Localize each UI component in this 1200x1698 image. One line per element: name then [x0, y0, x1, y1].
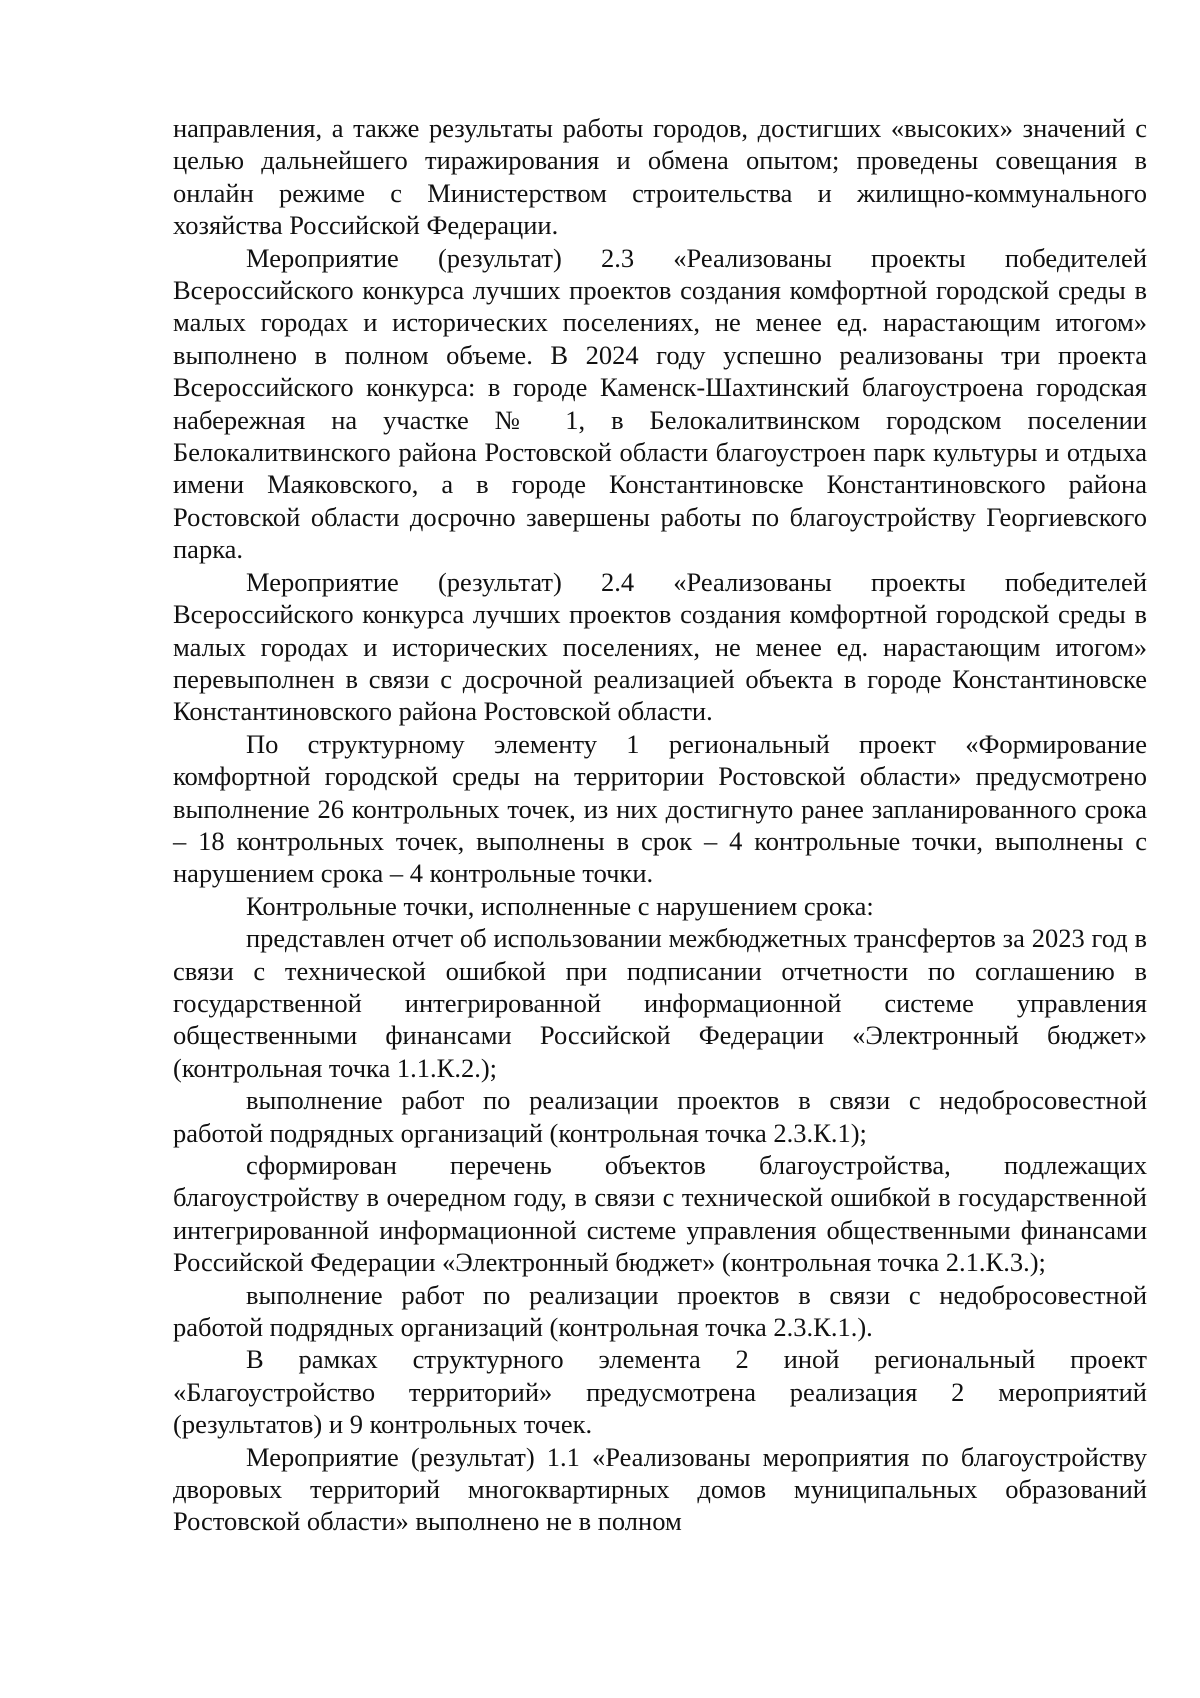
paragraph-structural-element-1: По структурному элементу 1 региональный проект «Формирование комфортной городской среды на территории Ростовской области» предусмотрено выполнение 26 контрольных точек, из них достигнуто ранее запланированного срока – 18 контрольных точек, выполнены в срок – 4 контрольные точки, выполнены с нарушением срока – 4 контрольные точки. — [173, 728, 1147, 889]
paragraph-checkpoint-1-1-k-2: представлен отчет об использовании межбюджетных трансфертов за 2023 год в связи с технической ошибкой при подписании отчетности по соглашению в государственной интегрированной информационной системе управления общественными финансами Российской Федерации «Электронный бюджет» (контрольная точка 1.1.К.2.); — [173, 923, 1147, 1083]
paragraph-checkpoint-2-3-k-1-b: выполнение работ по реализации проектов в связи с недобросовестной работой подрядных организаций (контрольная точка 2.3.К.1.). — [173, 1279, 1147, 1343]
paragraph-checkpoint-2-1-k-3: сформирован перечень объектов благоустройства, подлежащих благоустройству в очередном году, в связи с технической ошибкой в государственной интегрированной информационной системе управления общественными финансами Российской Федерации «Электронный бюджет» (контрольная точка 2.1.К.3.); — [173, 1150, 1147, 1278]
paragraph-event-2-4: Мероприятие (результат) 2.4 «Реализованы проекты победителей Всероссийского конкурса лучших проектов создания комфортной городской среды в малых городах и исторических поселениях, не менее ед. нарастающим итогом» перевыполнен в связи с досрочной реализацией объекта в городе Константиновске Константиновского района Ростовской области. — [173, 566, 1147, 727]
paragraph-structural-element-2: В рамках структурного элемента 2 иной региональный проект «Благоустройство территорий» предусмотрена реализация 2 мероприятий (результатов) и 9 контрольных точек. — [173, 1344, 1147, 1440]
paragraph-continuation: направления, а также результаты работы городов, достигших «высоких» значений с целью дальнейшего тиражирования и обмена опытом; проведены совещания в онлайн режиме с Министерством строительства и жилищно-коммунального хозяйства Российской Федерации. — [173, 113, 1147, 241]
document-body — [173, 112, 1147, 1538]
paragraph-event-2-3: Мероприятие (результат) 2.3 «Реализованы проекты победителей Всероссийского конкурса лучших проектов создания комфортной городской среды в малых городах и исторических поселениях, не менее ед. нарастающим итогом» выполнено в полном объеме. В 2024 году успешно реализованы три проекта Всероссийского конкурса: в городе Каменск-Шахтинский благоустроена городская набережная на участке № 1, в Белокалитвинском городском поселении Белокалитвинского района Ростовской области благоустроен парк культуры и отдыха имени Маяковского, а в городе Константиновске Константиновского района Ростовской области досрочно завершены работы по благоустройству Георгиевского парка. — [173, 242, 1147, 565]
paragraph-checkpoint-2-3-k-1-a: выполнение работ по реализации проектов в связи с недобросовестной работой подрядных организаций (контрольная точка 2.3.К.1); — [173, 1085, 1147, 1148]
paragraph-event-1-1: Мероприятие (результат) 1.1 «Реализованы мероприятия по благоустройству дворовых территорий многоквартирных домов муниципальных образований Ростовской области» выполнено не в полном — [173, 1441, 1147, 1537]
paragraph-late-checkpoints-heading: Контрольные точки, исполненные с нарушением срока: — [246, 890, 874, 921]
